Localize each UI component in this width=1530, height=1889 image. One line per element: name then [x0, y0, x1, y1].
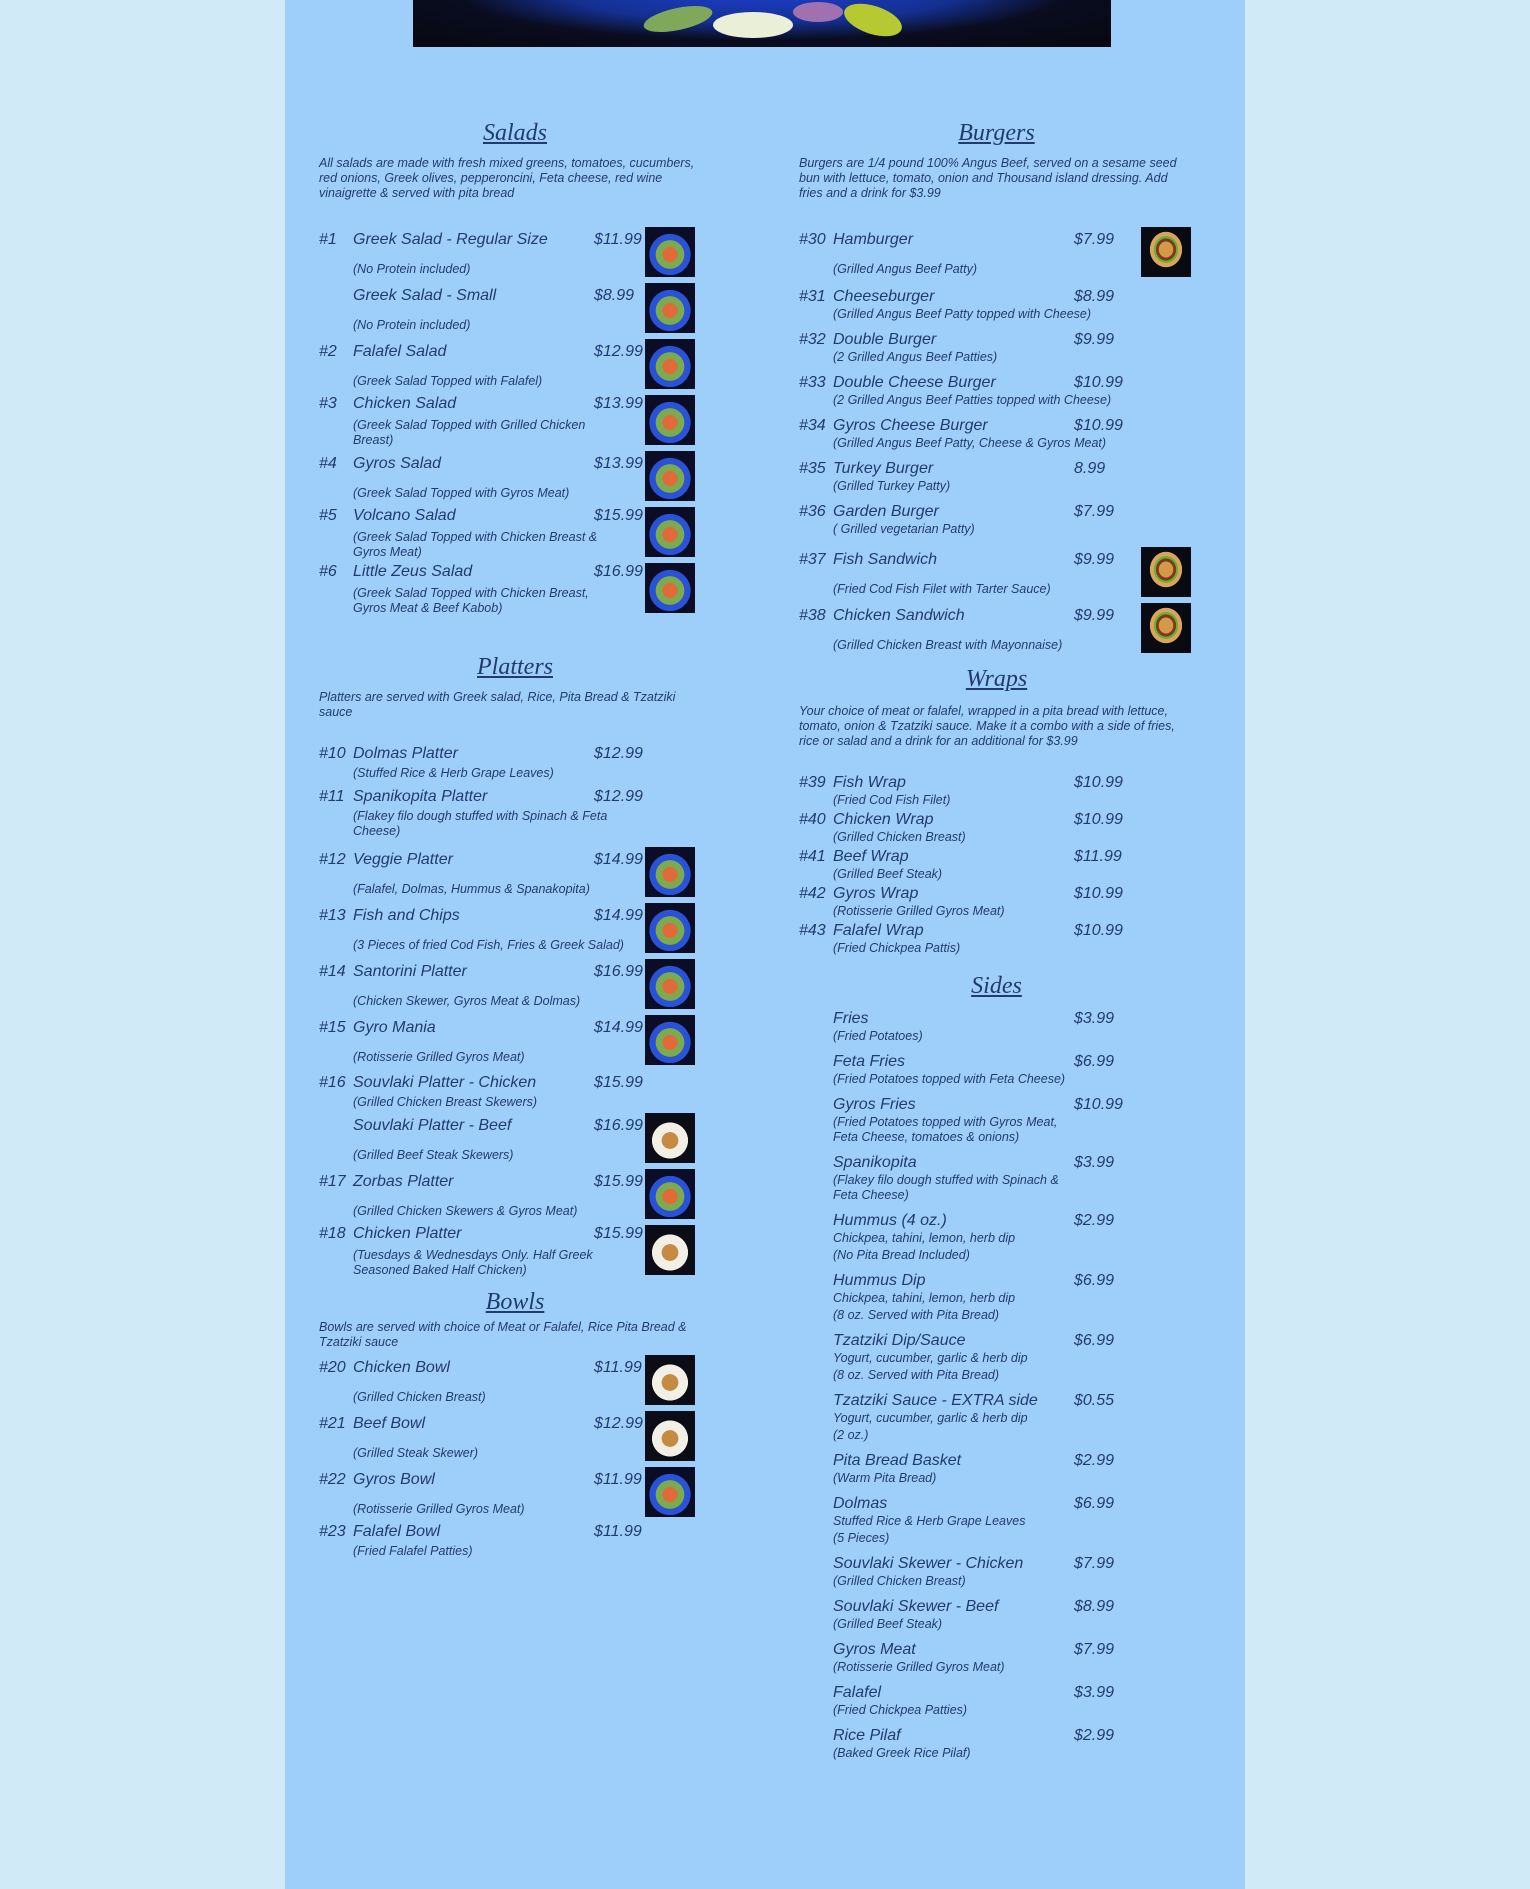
- item-price: $10.99: [1074, 885, 1123, 902]
- item-price: $14.99: [594, 1019, 643, 1036]
- item-number: #38: [799, 607, 826, 624]
- item-photo[interactable]: [1141, 547, 1191, 597]
- item-number: #41: [799, 848, 826, 865]
- item-price: $3.99: [1074, 1684, 1115, 1701]
- item-price: $7.99: [1074, 231, 1115, 248]
- item-description: (Grilled Chicken Breast): [833, 830, 966, 844]
- item-name: Falafel: [833, 1684, 882, 1701]
- item-price: $0.55: [1074, 1392, 1115, 1409]
- menu-item[interactable]: [799, 606, 1194, 662]
- item-price: $8.99: [1074, 1598, 1115, 1615]
- burgers-title: Burgers: [958, 120, 1035, 146]
- platters-description: Platters are served with Greek salad, Rice, Pita Bread & Tzatziki sauce: [319, 690, 676, 719]
- item-description: (Flakey filo dough stuffed with Spinach & Feta Cheese): [353, 809, 608, 838]
- item-price: $12.99: [594, 1415, 643, 1432]
- menu-item[interactable]: [319, 1470, 711, 1526]
- item-number: #16: [319, 1074, 346, 1091]
- menu-item[interactable]: [799, 1494, 1194, 1550]
- item-name: Beef Bowl: [353, 1415, 426, 1432]
- item-price: $15.99: [594, 1173, 643, 1190]
- item-name: Souvlaki Platter - Beef: [353, 1117, 512, 1134]
- menu-item[interactable]: [319, 342, 711, 398]
- item-number: #40: [799, 811, 826, 828]
- salads-title: Salads: [482, 120, 547, 146]
- item-name: Gyros Cheese Burger: [833, 417, 988, 434]
- item-name: Beef Wrap: [833, 848, 909, 865]
- item-name: Fish Sandwich: [833, 551, 938, 568]
- item-description: (Fried Chickpea Patties): [833, 1703, 968, 1717]
- wraps-title: Wraps: [965, 666, 1028, 692]
- item-name: Fish and Chips: [353, 907, 460, 924]
- item-description: (Grilled Chicken Breast): [353, 1390, 486, 1404]
- burgers-description: Burgers are 1/4 pound 100% Angus Beef, served on a sesame seed bun with lettuce, tomato, onion and Thousand island dressing. Add fries and a drink for $3.99: [799, 156, 1177, 200]
- item-number: #21: [319, 1415, 346, 1432]
- item-name: Dolmas Platter: [353, 745, 458, 762]
- item-price: $11.99: [594, 1523, 642, 1540]
- bowls-title: Bowls: [485, 1289, 545, 1315]
- menu-item[interactable]: [319, 1414, 711, 1470]
- item-description: (Grilled Beef Steak): [833, 1617, 943, 1631]
- item-price: $16.99: [594, 1117, 643, 1134]
- item-description: (Rotisserie Grilled Gyros Meat): [353, 1050, 525, 1064]
- item-description: (Chicken Skewer, Gyros Meat & Dolmas): [353, 994, 581, 1008]
- menu-item[interactable]: [319, 1224, 711, 1280]
- item-photo[interactable]: [645, 563, 695, 613]
- item-note: (8 oz. Served with Pita Bread): [833, 1368, 1000, 1382]
- item-price: $14.99: [594, 851, 643, 868]
- item-photo[interactable]: [645, 1015, 695, 1065]
- item-note: (8 oz. Served with Pita Bread): [833, 1308, 1000, 1322]
- item-name: Turkey Burger: [833, 460, 934, 477]
- item-description: (Grilled Steak Skewer): [353, 1446, 479, 1460]
- item-price: $13.99: [594, 395, 643, 412]
- item-price: $12.99: [594, 343, 643, 360]
- menu-item[interactable]: [319, 1358, 711, 1414]
- item-number: #5: [319, 507, 337, 524]
- menu-item[interactable]: [319, 454, 711, 510]
- sides-title: Sides: [971, 973, 1022, 999]
- item-price: $12.99: [594, 745, 643, 762]
- item-photo[interactable]: [645, 1113, 695, 1163]
- item-description: (Flakey filo dough stuffed with Spinach & Feta Cheese): [833, 1173, 1059, 1202]
- item-description: (Greek Salad Topped with Chicken Breast, Gyros Meat & Beef Kabob): [353, 586, 589, 615]
- item-number: #43: [799, 922, 826, 939]
- item-name: Dolmas: [833, 1495, 888, 1512]
- item-photo[interactable]: [645, 1355, 695, 1405]
- item-price: $9.99: [1074, 607, 1115, 624]
- item-photo[interactable]: [645, 847, 695, 897]
- item-description: (Falafel, Dolmas, Hummus & Spanakopita): [353, 882, 590, 896]
- item-name: Spanikopita: [833, 1154, 917, 1171]
- item-name: Gyros Meat: [833, 1641, 916, 1658]
- item-number: #36: [799, 503, 826, 520]
- item-description: (Grilled Angus Beef Patty topped with Cheese): [833, 307, 1092, 321]
- item-name: Souvlaki Skewer - Beef: [833, 1598, 999, 1615]
- item-description: (Grilled Chicken Breast): [833, 1574, 966, 1588]
- item-description: (Grilled Chicken Breast Skewers): [353, 1095, 538, 1109]
- item-photo[interactable]: [1141, 227, 1191, 277]
- item-price: $16.99: [594, 963, 643, 980]
- item-photo[interactable]: [645, 507, 695, 557]
- item-name: Hummus (4 oz.): [833, 1212, 947, 1229]
- item-price: $12.99: [594, 788, 643, 805]
- item-photo[interactable]: [1141, 603, 1191, 653]
- item-description: (2 Grilled Angus Beef Patties topped with Cheese): [833, 393, 1112, 407]
- item-number: #14: [319, 963, 346, 980]
- item-description: (Grilled Turkey Patty): [833, 479, 951, 493]
- item-price: $6.99: [1074, 1272, 1115, 1289]
- item-name: Chicken Sandwich: [833, 607, 965, 624]
- item-number: #11: [319, 788, 345, 805]
- platters-title: Platters: [477, 654, 553, 680]
- item-description: (Fried Cod Fish Filet with Tarter Sauce): [833, 582, 1051, 596]
- item-name: Chicken Salad: [353, 395, 457, 412]
- item-name: Fish Wrap: [833, 774, 906, 791]
- item-photo[interactable]: [645, 395, 695, 445]
- item-description: Chickpea, tahini, lemon, herb dip: [833, 1291, 1016, 1305]
- item-number: #33: [799, 374, 826, 391]
- item-description: (No Protein included): [353, 318, 471, 332]
- item-price: $16.99: [594, 563, 643, 580]
- menu-item[interactable]: [799, 1095, 1194, 1151]
- item-price: $11.99: [594, 1471, 642, 1488]
- menu-item[interactable]: [319, 906, 711, 962]
- item-price: $14.99: [594, 907, 643, 924]
- item-price: $11.99: [594, 231, 642, 248]
- item-name: Volcano Salad: [353, 507, 456, 524]
- item-photo[interactable]: [645, 903, 695, 953]
- item-number: #23: [319, 1523, 346, 1540]
- item-name: Gyros Bowl: [353, 1471, 435, 1488]
- menu-item[interactable]: [799, 1391, 1194, 1447]
- item-name: Garden Burger: [833, 503, 939, 520]
- item-description: (Baked Greek Rice Pilaf): [833, 1746, 971, 1760]
- item-description: (Grilled Chicken Breast with Mayonnaise): [833, 638, 1063, 652]
- item-photo[interactable]: [645, 1169, 695, 1219]
- item-description: ( Grilled vegetarian Patty): [833, 522, 975, 536]
- item-name: Gyros Salad: [353, 455, 442, 472]
- item-number: #34: [799, 417, 826, 434]
- item-price: $2.99: [1074, 1212, 1115, 1229]
- item-description: (Stuffed Rice & Herb Grape Leaves): [353, 766, 554, 780]
- item-number: #1: [319, 231, 337, 248]
- item-price: $9.99: [1074, 331, 1115, 348]
- item-number: #15: [319, 1019, 346, 1036]
- menu-item[interactable]: [319, 1172, 711, 1228]
- item-name: Zorbas Platter: [353, 1173, 454, 1190]
- menu-item[interactable]: [319, 230, 711, 286]
- item-price: $9.99: [1074, 551, 1115, 568]
- menu-item[interactable]: [799, 1271, 1194, 1327]
- item-photo[interactable]: [645, 959, 695, 1009]
- item-name: Falafel Salad: [353, 343, 447, 360]
- item-price: $10.99: [1074, 1096, 1123, 1113]
- item-name: Tzatziki Dip/Sauce: [833, 1332, 966, 1349]
- menu-item[interactable]: [799, 921, 1194, 977]
- item-description: (Grilled Angus Beef Patty): [833, 262, 978, 276]
- item-name: Veggie Platter: [353, 851, 453, 868]
- item-number: #6: [319, 563, 337, 580]
- item-name: Double Burger: [833, 331, 937, 348]
- menu-item[interactable]: [319, 850, 711, 906]
- item-photo[interactable]: [645, 283, 695, 333]
- item-number: #2: [319, 343, 337, 360]
- item-description: (Rotisserie Grilled Gyros Meat): [353, 1502, 525, 1516]
- item-price: $6.99: [1074, 1053, 1115, 1070]
- menu-panel: [285, 0, 1245, 1889]
- item-name: Pita Bread Basket: [833, 1452, 962, 1469]
- item-price: $7.99: [1074, 503, 1115, 520]
- item-number: #10: [319, 745, 346, 762]
- item-name: Greek Salad - Regular Size: [353, 231, 548, 248]
- item-name: Falafel Wrap: [833, 922, 924, 939]
- item-price: $10.99: [1074, 922, 1123, 939]
- item-name: Fries: [833, 1010, 869, 1027]
- item-description: (Fried Cod Fish Filet): [833, 793, 951, 807]
- item-description: Yogurt, cucumber, garlic & herb dip: [833, 1411, 1028, 1425]
- menu-item[interactable]: [319, 1018, 711, 1074]
- item-price: $15.99: [594, 507, 643, 524]
- menu-item[interactable]: [799, 550, 1194, 606]
- item-price: $10.99: [1074, 417, 1123, 434]
- wraps-description: Your choice of meat or falafel, wrapped in a pita bread with lettuce, tomato, onion & Tzatziki sauce. Make it a combo with a side of fries, rice or salad and a drink for an additional for $3.99: [799, 704, 1175, 748]
- item-price: $10.99: [1074, 811, 1123, 828]
- menu-item[interactable]: [799, 1331, 1194, 1387]
- item-price: $10.99: [1074, 774, 1123, 791]
- menu-item[interactable]: [319, 286, 711, 342]
- item-number: #32: [799, 331, 826, 348]
- item-description: (Warm Pita Bread): [833, 1471, 937, 1485]
- item-name: Gyros Wrap: [833, 885, 919, 902]
- item-name: Gyro Mania: [353, 1019, 436, 1036]
- item-price: $2.99: [1074, 1727, 1115, 1744]
- bowls-description: Bowls are served with choice of Meat or Falafel, Rice Pita Bread & Tzatziki sauce: [319, 1320, 687, 1349]
- item-photo[interactable]: [645, 1411, 695, 1461]
- item-price: $6.99: [1074, 1495, 1115, 1512]
- item-name: Souvlaki Platter - Chicken: [353, 1074, 537, 1091]
- item-price: 8.99: [1074, 460, 1106, 477]
- item-note: (No Pita Bread Included): [833, 1248, 970, 1262]
- item-number: #42: [799, 885, 826, 902]
- item-description: Chickpea, tahini, lemon, herb dip: [833, 1231, 1016, 1245]
- item-note: (2 oz.): [833, 1428, 869, 1442]
- item-name: Greek Salad - Small: [353, 287, 497, 304]
- item-name: Souvlaki Skewer - Chicken: [833, 1555, 1024, 1572]
- item-description: (Greek Salad Topped with Chicken Breast & Gyros Meat): [353, 530, 598, 559]
- item-description: (3 Pieces of fried Cod Fish, Fries & Greek Salad): [353, 938, 624, 952]
- item-name: Little Zeus Salad: [353, 563, 473, 580]
- item-description: (Fried Potatoes topped with Gyros Meat, Feta Cheese, tomatoes & onions): [833, 1115, 1058, 1144]
- item-number: #4: [319, 455, 337, 472]
- menu-item[interactable]: [799, 1726, 1194, 1782]
- item-description: (2 Grilled Angus Beef Patties): [833, 350, 998, 364]
- item-number: #13: [319, 907, 346, 924]
- item-number: #31: [799, 288, 826, 305]
- item-photo[interactable]: [645, 451, 695, 501]
- item-description: Stuffed Rice & Herb Grape Leaves: [833, 1514, 1026, 1528]
- item-price: $15.99: [594, 1225, 643, 1242]
- item-number: #12: [319, 851, 346, 868]
- item-photo[interactable]: [645, 1467, 695, 1517]
- item-number: #30: [799, 231, 826, 248]
- item-photo[interactable]: [645, 227, 695, 277]
- item-price: $3.99: [1074, 1154, 1115, 1171]
- menu-item[interactable]: [799, 1153, 1194, 1209]
- item-description: (Tuesdays & Wednesdays Only. Half Greek Seasoned Baked Half Chicken): [353, 1248, 593, 1277]
- item-name: Spanikopita Platter: [353, 788, 488, 805]
- item-number: #35: [799, 460, 826, 477]
- item-number: #18: [319, 1225, 346, 1242]
- item-description: (Greek Salad Topped with Gyros Meat): [353, 486, 570, 500]
- item-description: Yogurt, cucumber, garlic & herb dip: [833, 1351, 1028, 1365]
- menu-item[interactable]: [319, 394, 711, 450]
- item-name: Rice Pilaf: [833, 1727, 901, 1744]
- item-price: $10.99: [1074, 374, 1123, 391]
- item-description: (Rotisserie Grilled Gyros Meat): [833, 1660, 1005, 1674]
- item-description: (Grilled Beef Steak): [833, 867, 943, 881]
- item-description: (Fried Potatoes): [833, 1029, 923, 1043]
- item-note: (5 Pieces): [833, 1531, 890, 1545]
- item-photo[interactable]: [645, 1225, 695, 1275]
- salads-description: All salads are made with fresh mixed greens, tomatoes, cucumbers, red onions, Greek olives, pepperoncini, Feta cheese, red wine vinaigrette & served with pita bread: [319, 156, 695, 200]
- item-number: #22: [319, 1471, 346, 1488]
- item-name: Chicken Platter: [353, 1225, 462, 1242]
- item-price: $8.99: [1074, 288, 1115, 305]
- item-description: (Greek Salad Topped with Falafel): [353, 374, 543, 388]
- item-description: (Greek Salad Topped with Grilled Chicken Breast): [353, 418, 586, 447]
- item-price: $7.99: [1074, 1555, 1115, 1572]
- item-price: $6.99: [1074, 1332, 1115, 1349]
- item-price: $15.99: [594, 1074, 643, 1091]
- item-name: Feta Fries: [833, 1053, 906, 1070]
- item-name: Santorini Platter: [353, 963, 467, 980]
- item-name: Gyros Fries: [833, 1096, 916, 1113]
- hero-food-image: [413, 0, 1111, 47]
- item-price: $3.99: [1074, 1010, 1115, 1027]
- item-name: Chicken Wrap: [833, 811, 934, 828]
- item-name: Tzatziki Sauce - EXTRA side: [833, 1392, 1038, 1409]
- item-number: #17: [319, 1173, 346, 1190]
- menu-item[interactable]: [319, 506, 711, 562]
- item-price: $7.99: [1074, 1641, 1115, 1658]
- item-description: (Fried Falafel Patties): [353, 1544, 473, 1558]
- item-number: #37: [799, 551, 826, 568]
- menu-item[interactable]: [319, 1522, 711, 1578]
- item-name: Hamburger: [833, 231, 914, 248]
- item-number: #3: [319, 395, 337, 412]
- item-name: Double Cheese Burger: [833, 374, 996, 391]
- item-number: #20: [319, 1359, 346, 1376]
- item-name: Chicken Bowl: [353, 1359, 450, 1376]
- item-price: $2.99: [1074, 1452, 1115, 1469]
- menu-item[interactable]: [319, 962, 711, 1018]
- item-name: Cheeseburger: [833, 288, 935, 305]
- item-price: $11.99: [594, 1359, 642, 1376]
- item-description: (Fried Chickpea Pattis): [833, 941, 961, 955]
- menu-item[interactable]: [319, 1116, 711, 1172]
- item-price: $8.99: [594, 287, 635, 304]
- menu-item[interactable]: [319, 562, 711, 618]
- item-description: (Grilled Angus Beef Patty, Cheese & Gyros Meat): [833, 436, 1107, 450]
- item-description: (Grilled Chicken Skewers & Gyros Meat): [353, 1204, 578, 1218]
- menu-item[interactable]: [319, 787, 711, 843]
- item-description: (No Protein included): [353, 262, 471, 276]
- item-name: Hummus Dip: [833, 1272, 926, 1289]
- item-description: (Grilled Beef Steak Skewers): [353, 1148, 514, 1162]
- item-description: (Fried Potatoes topped with Feta Cheese): [833, 1072, 1066, 1086]
- item-price: $11.99: [1074, 848, 1122, 865]
- item-photo[interactable]: [645, 339, 695, 389]
- item-number: #39: [799, 774, 826, 791]
- item-price: $13.99: [594, 455, 643, 472]
- item-name: Falafel Bowl: [353, 1523, 441, 1540]
- menu-item[interactable]: [799, 230, 1194, 286]
- menu-item[interactable]: [799, 1211, 1194, 1267]
- item-description: (Rotisserie Grilled Gyros Meat): [833, 904, 1005, 918]
